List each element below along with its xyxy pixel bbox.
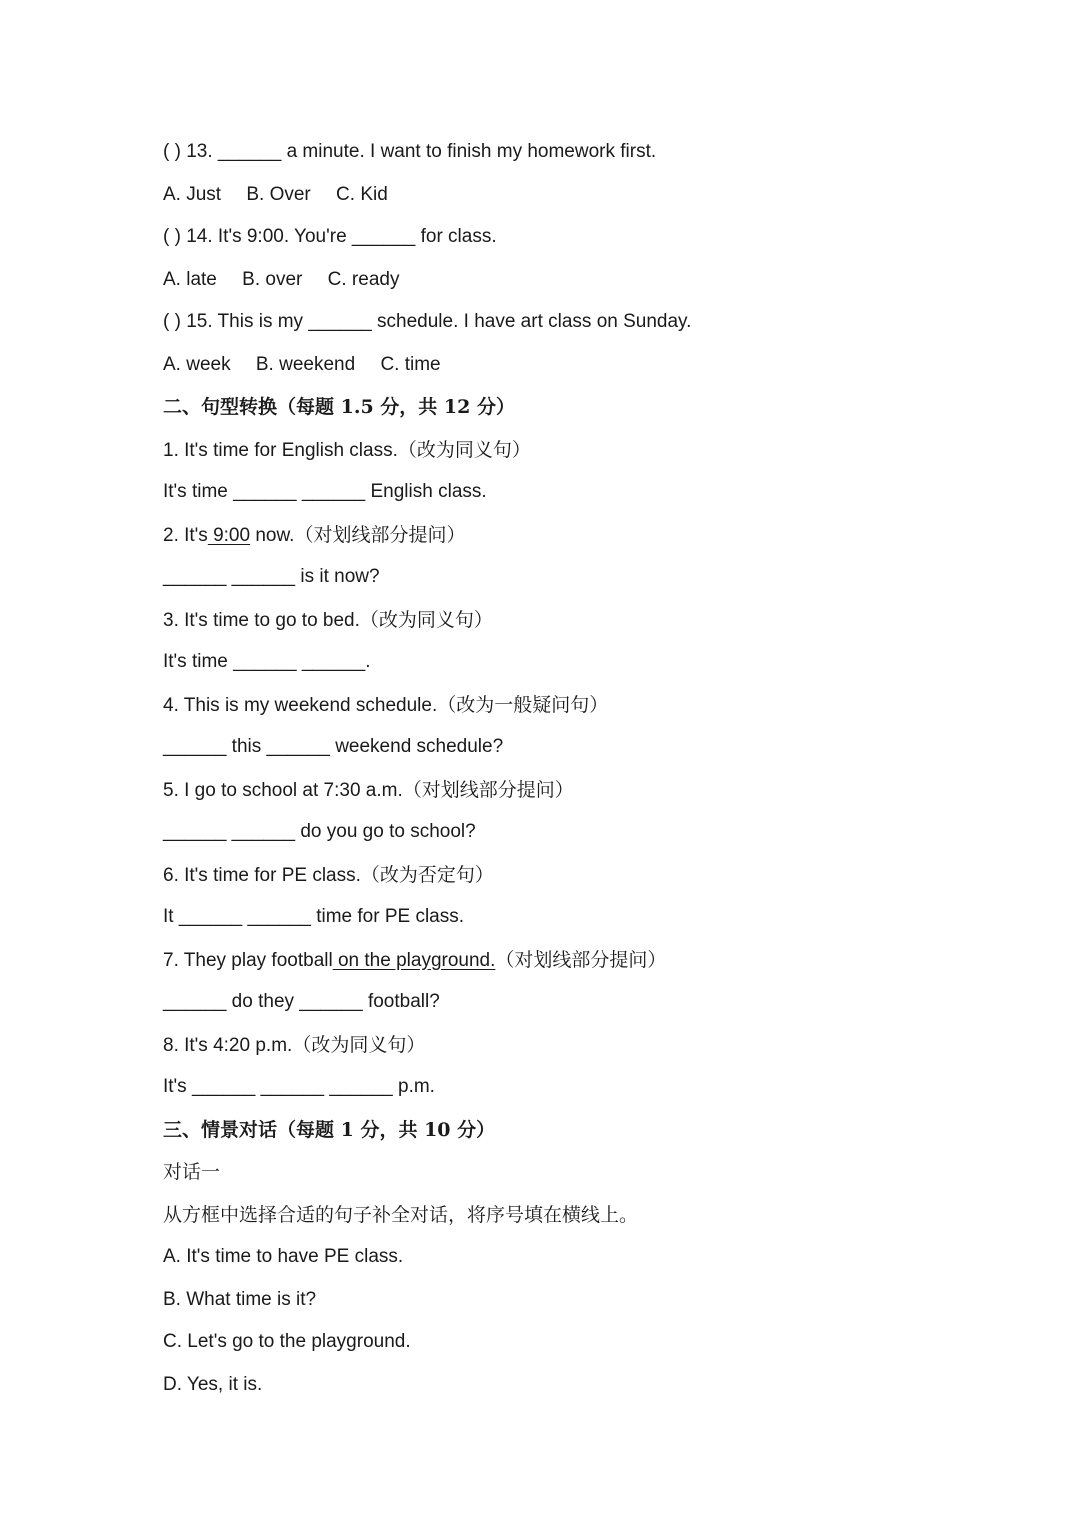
choice-b: B. What time is it? bbox=[163, 1288, 317, 1310]
question-13: ( ) 13. ______ a minute. I want to finish my homework first. bbox=[163, 141, 657, 162]
transform-answer-8: It's ______ ______ ______ p.m. bbox=[163, 1076, 435, 1097]
transform-question-2 bbox=[163, 514, 1023, 557]
transform-question-6 bbox=[163, 854, 1023, 897]
choice-d: D. Yes, it is. bbox=[163, 1373, 263, 1395]
transform-answer-1: It's time ______ ______ English class. bbox=[163, 481, 487, 502]
question-15-options bbox=[163, 344, 1023, 387]
option-a: A. week bbox=[163, 353, 231, 375]
transform-answer-4: ______ this ______ weekend schedule? bbox=[163, 736, 504, 757]
question-14-options bbox=[163, 259, 1023, 302]
option-c: C. Kid bbox=[336, 183, 388, 205]
option-b: B. over bbox=[242, 268, 303, 290]
option-c: C. ready bbox=[327, 268, 400, 290]
question-text-end: now. bbox=[250, 524, 295, 546]
transform-question-7 bbox=[163, 939, 1023, 982]
question-15: ( ) 15. This is my ______ schedule. I have art class on Sunday. bbox=[163, 311, 692, 332]
transform-question-5 bbox=[163, 769, 1023, 812]
question-text: 3. It's time to go to bed. bbox=[163, 609, 360, 631]
question-text: 2. It's bbox=[163, 524, 208, 546]
option-b: B. weekend bbox=[255, 353, 356, 375]
question-14: ( ) 14. It's 9:00. You're ______ for class. bbox=[163, 226, 497, 247]
section-heading-sentence-transform: 二、句型转换（每题 1.5 分，共 12 分） bbox=[163, 396, 515, 418]
instruction-note: （对划线部分提问） bbox=[402, 778, 574, 801]
instruction-note: （改为一般疑问句） bbox=[437, 693, 609, 716]
option-b: B. Over bbox=[246, 183, 311, 205]
choice-c: C. Let's go to the playground. bbox=[163, 1331, 411, 1352]
transform-question-1 bbox=[163, 429, 1023, 472]
instruction-note: （改为同义句） bbox=[397, 438, 531, 461]
question-text: 6. It's time for PE class. bbox=[163, 864, 361, 886]
question-13-options bbox=[163, 174, 1023, 217]
choice-a: A. It's time to have PE class. bbox=[163, 1246, 404, 1267]
transform-answer-6: It ______ ______ time for PE class. bbox=[163, 906, 465, 927]
transform-answer-2: ______ ______ is it now? bbox=[163, 566, 380, 587]
transform-question-4 bbox=[163, 684, 1023, 727]
instruction-note: （改为同义句） bbox=[359, 608, 493, 631]
dialogue-subtitle: 对话一 bbox=[163, 1161, 221, 1183]
instruction-note: （对划线部分提问） bbox=[294, 523, 466, 546]
option-c: C. time bbox=[380, 353, 441, 375]
instruction-note: （对划线部分提问） bbox=[495, 948, 667, 971]
option-a: A. Just bbox=[163, 183, 222, 205]
option-a: A. late bbox=[163, 268, 217, 290]
transform-question-3 bbox=[163, 599, 1023, 642]
question-text: 7. They play football bbox=[163, 949, 333, 971]
transform-answer-5: ______ ______ do you go to school? bbox=[163, 821, 476, 842]
instruction-note: （改为同义句） bbox=[292, 1033, 426, 1056]
dialogue-instruction: 从方框中选择合适的句子补全对话，将序号填在横线上。 bbox=[163, 1203, 639, 1226]
instruction-note: （改为否定句） bbox=[360, 863, 494, 886]
question-text: 5. I go to school at 7:30 a.m. bbox=[163, 779, 403, 801]
question-text: 4. This is my weekend schedule. bbox=[163, 694, 438, 716]
worksheet-page bbox=[163, 131, 1023, 1406]
question-text: 1. It's time for English class. bbox=[163, 439, 398, 461]
transform-question-8 bbox=[163, 1024, 1023, 1067]
question-text: 8. It's 4:20 p.m. bbox=[163, 1034, 293, 1056]
section-heading-dialogue: 三、情景对话（每题 1 分，共 10 分） bbox=[163, 1118, 496, 1141]
transform-answer-3: It's time ______ ______. bbox=[163, 651, 371, 672]
underlined-part: on the playground. bbox=[332, 949, 496, 971]
underlined-part: 9:00 bbox=[207, 524, 251, 546]
transform-answer-7: ______ do they ______ football? bbox=[163, 991, 440, 1012]
